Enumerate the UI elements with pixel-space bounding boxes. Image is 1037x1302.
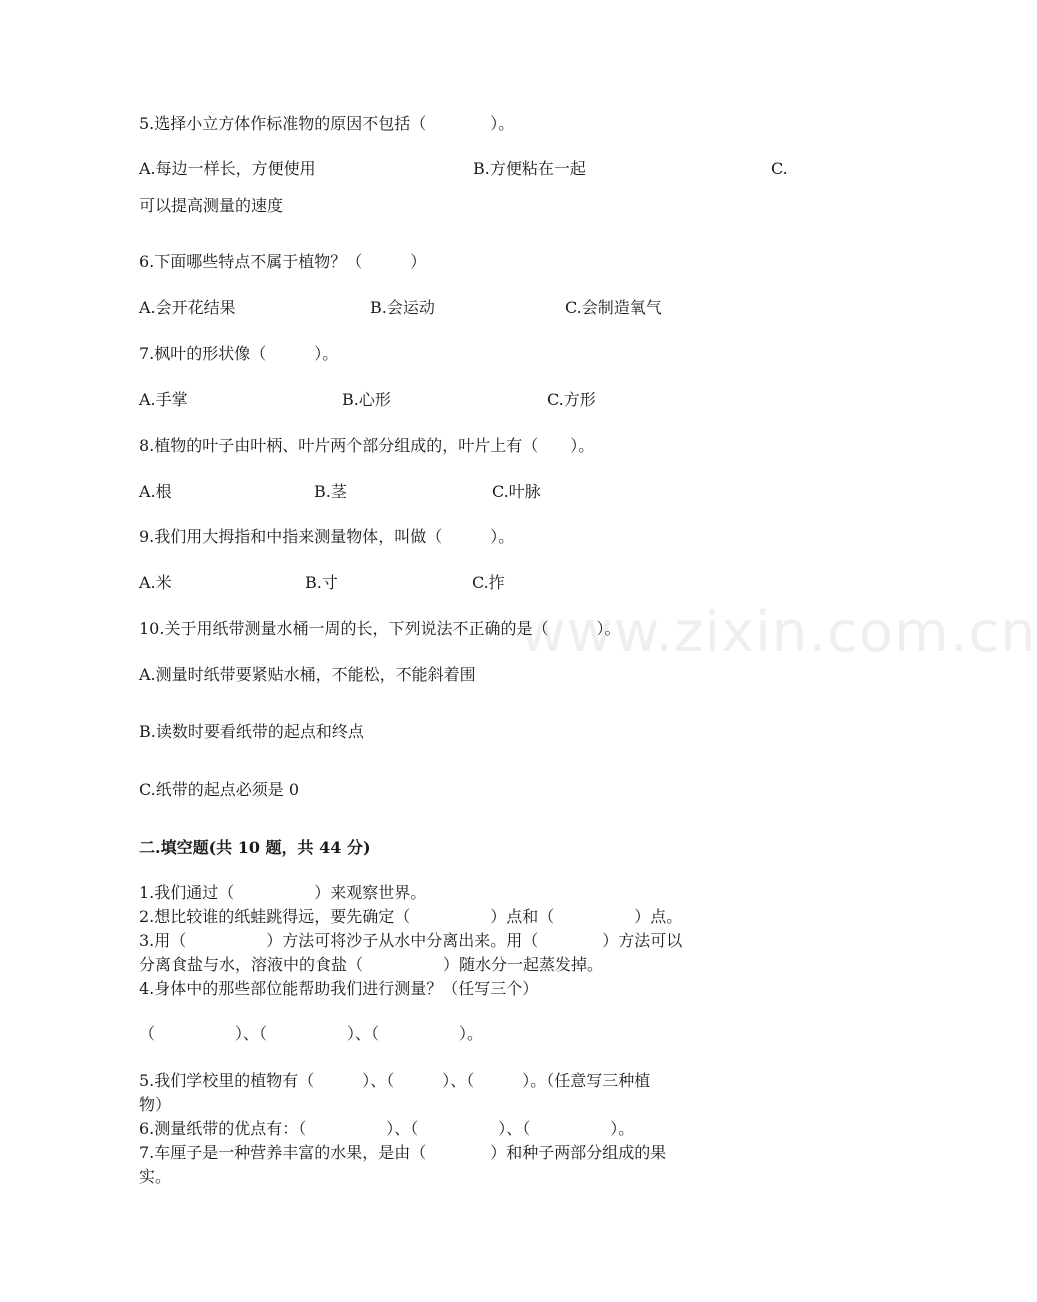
question-5-option-c-head: C. xyxy=(771,159,788,178)
question-8-option-c: C.叶脉 xyxy=(492,482,541,501)
question-7-stem: 7.枫叶的形状像（ ）。 xyxy=(139,344,339,363)
question-8-stem: 8.植物的叶子由叶柄、叶片两个部分组成的，叶片上有（ ）。 xyxy=(139,436,595,455)
question-5-option-b: B.方便粘在一起 xyxy=(473,159,586,178)
question-5-option-c-tail: 可以提高测量的速度 xyxy=(139,196,284,215)
fill-question-7-line-1: 7.车厘子是一种营养丰富的水果，是由（ ）和种子两部分组成的果 xyxy=(139,1143,667,1162)
fill-question-7-line-2: 实。 xyxy=(139,1167,172,1186)
question-10-option-a: A.测量时纸带要紧贴水桶，不能松，不能斜着围 xyxy=(139,665,476,684)
fill-question-3-line-1: 3.用（ ）方法可将沙子从水中分离出来。用（ ）方法可以 xyxy=(139,931,683,950)
fill-question-5-line-1: 5.我们学校里的植物有（ ）、（ ）、（ ）。（任意写三种植 xyxy=(139,1071,651,1090)
question-7-option-a: A.手掌 xyxy=(139,390,188,409)
question-6-option-b: B.会运动 xyxy=(370,298,435,317)
question-7-option-c: C.方形 xyxy=(547,390,596,409)
question-10-stem: 10.关于用纸带测量水桶一周的长，下列说法不正确的是（ ）。 xyxy=(139,619,621,638)
question-9-option-b: B.寸 xyxy=(305,573,338,592)
question-8-option-a: A.根 xyxy=(139,482,172,501)
fill-question-3-line-2: 分离食盐与水，溶液中的食盐（ ）随水分一起蒸发掉。 xyxy=(139,955,604,974)
question-9-stem: 9.我们用大拇指和中指来测量物体，叫做（ ）。 xyxy=(139,527,515,546)
watermark: www.zixin.com.cn xyxy=(520,600,1037,665)
question-9-option-a: A.米 xyxy=(139,573,172,592)
question-7-option-b: B.心形 xyxy=(342,390,391,409)
fill-question-1: 1.我们通过（ ）来观察世界。 xyxy=(139,883,427,902)
question-10-option-b: B.读数时要看纸带的起点和终点 xyxy=(139,722,364,741)
fill-question-2: 2.想比较谁的纸蛙跳得远，要先确定（ ）点和（ ）点。 xyxy=(139,907,683,926)
question-6-option-c: C.会制造氧气 xyxy=(565,298,662,317)
fill-question-4-blanks: （ ）、（ ）、（ ）。 xyxy=(139,1024,484,1043)
fill-question-6: 6.测量纸带的优点有：（ ）、（ ）、（ ）。 xyxy=(139,1119,635,1138)
section-heading-fill-in: 二.填空题(共 10 题，共 44 分) xyxy=(139,838,371,857)
question-5-stem: 5.选择小立方体作标准物的原因不包括（ ）。 xyxy=(139,114,515,133)
question-8-option-b: B.茎 xyxy=(314,482,347,501)
question-9-option-c: C.拃 xyxy=(472,573,505,592)
fill-question-5-line-2: 物） xyxy=(139,1095,172,1114)
fill-question-4: 4.身体中的那些部位能帮助我们进行测量？（任写三个） xyxy=(139,979,539,998)
question-6-option-a: A.会开花结果 xyxy=(139,298,236,317)
question-6-stem: 6.下面哪些特点不属于植物？（ ） xyxy=(139,252,427,271)
question-10-option-c: C.纸带的起点必须是 0 xyxy=(139,780,300,799)
question-5-option-a: A.每边一样长，方便使用 xyxy=(139,159,316,178)
